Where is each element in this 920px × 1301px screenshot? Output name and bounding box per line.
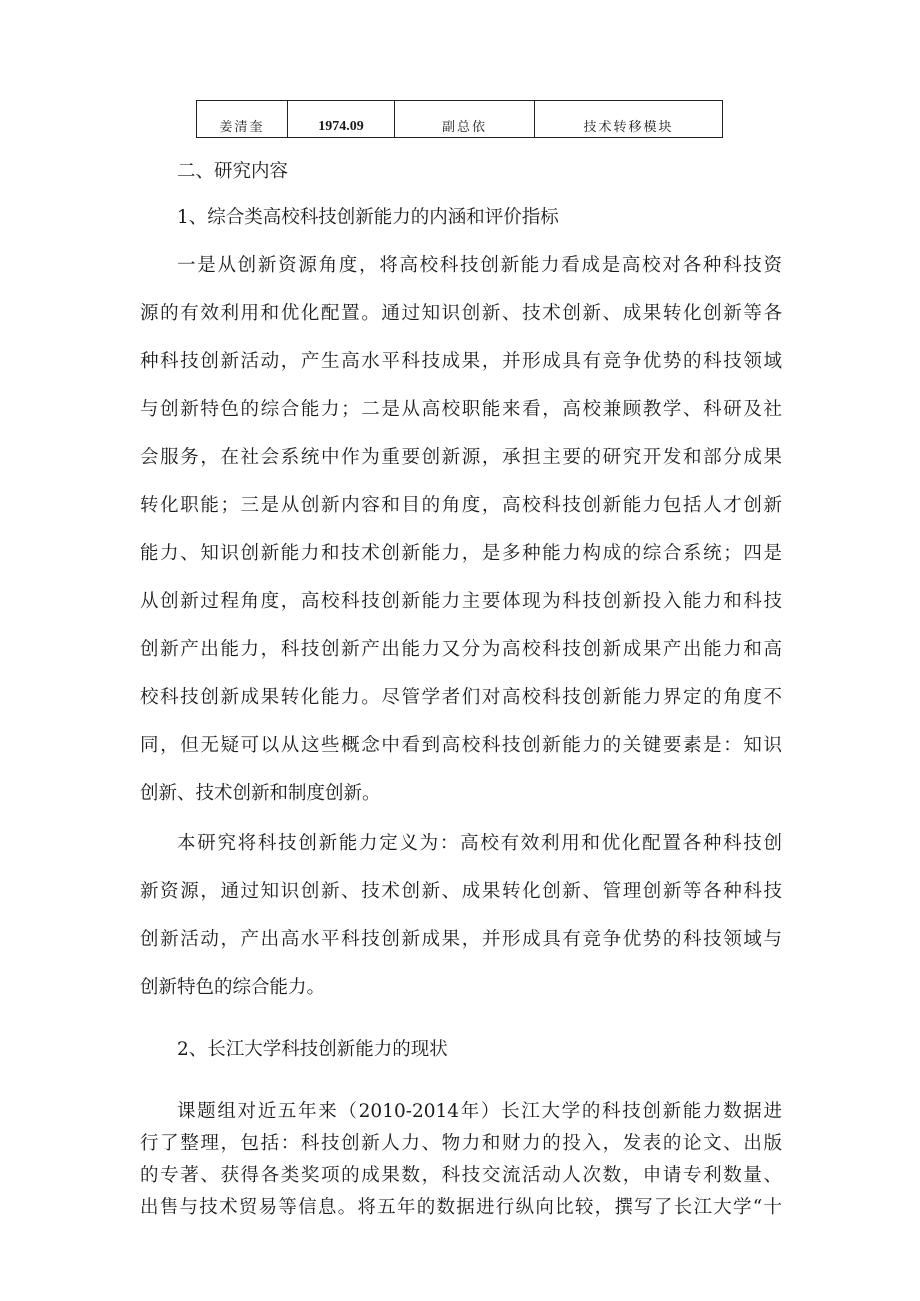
paragraph-line: 创新特色的综合能力。 bbox=[140, 977, 326, 998]
subsection-heading: 1、综合类高校科技创新能力的内涵和评价指标 bbox=[177, 207, 559, 228]
paragraph-line: 一是从创新资源角度，将高校科技创新能力看成是高校对各种科技资 bbox=[177, 255, 782, 276]
paragraph-line: 校科技创新成果转化能力。尽管学者们对高校科技创新能力界定的角度不 bbox=[140, 687, 782, 708]
paragraph-line: 会服务，在社会系统中作为重要创新源，承担主要的研究开发和部分成果 bbox=[140, 447, 782, 468]
paragraph-line: 创新活动，产出高水平科技创新成果，并形成具有竞争优势的科技领域与 bbox=[140, 929, 782, 950]
paragraph-line: 本研究将科技创新能力定义为：高校有效利用和优化配置各种科技创 bbox=[177, 833, 782, 854]
paragraph-line: 新资源，通过知识创新、技术创新、成果转化创新、管理创新等各种科技 bbox=[140, 881, 782, 902]
paragraph-line: 从创新过程角度，高校科技创新能力主要体现为科技创新投入能力和科技 bbox=[140, 591, 782, 612]
paragraph-line: 同，但无疑可以从这些概念中看到高校科技创新能力的关键要素是：知识 bbox=[140, 735, 782, 756]
cell-birth: 1974.09 bbox=[288, 101, 395, 138]
cell-name: 姜清奎 bbox=[197, 101, 288, 138]
paragraph-line: 创新产出能力，科技创新产出能力又分为高校科技创新成果产出能力和高 bbox=[140, 639, 782, 660]
paragraph-line: 种科技创新活动，产生高水平科技成果，并形成具有竞争优势的科技领域 bbox=[140, 351, 782, 372]
paragraph-line: 能力、知识创新能力和技术创新能力，是多种能力构成的综合系统；四是 bbox=[140, 543, 782, 564]
paragraph-line: 转化职能；三是从创新内容和目的角度，高校科技创新能力包括人才创新 bbox=[140, 495, 782, 516]
staff-table-fragment bbox=[196, 100, 723, 138]
paragraph-line: 创新、技术创新和制度创新。 bbox=[140, 783, 381, 804]
paragraph-line: 的专著、获得各类奖项的成果数，科技交流活动人次数，申请专利数量、 bbox=[140, 1165, 782, 1186]
paragraph-line: 课题组对近五年来（2010-2014年）长江大学的科技创新能力数据进 bbox=[177, 1101, 782, 1122]
table-row bbox=[197, 101, 723, 138]
cell-role: 技术转移模块 bbox=[535, 101, 723, 138]
subsection-heading: 2、长江大学科技创新能力的现状 bbox=[177, 1039, 448, 1060]
paragraph-line: 与创新特色的综合能力；二是从高校职能来看，高校兼顾教学、科研及社 bbox=[140, 399, 782, 420]
paragraph-line: 行了整理，包括：科技创新人力、物力和财力的投入，发表的论文、出版 bbox=[140, 1133, 782, 1154]
paragraph-line: 源的有效利用和优化配置。通过知识创新、技术创新、成果转化创新等各 bbox=[140, 303, 782, 324]
paragraph-line: 出售与技术贸易等信息。将五年的数据进行纵向比较，撰写了长江大学“十 bbox=[140, 1197, 782, 1218]
cell-title: 副总依 bbox=[395, 101, 535, 138]
section-heading: 二、研究内容 bbox=[177, 161, 289, 182]
